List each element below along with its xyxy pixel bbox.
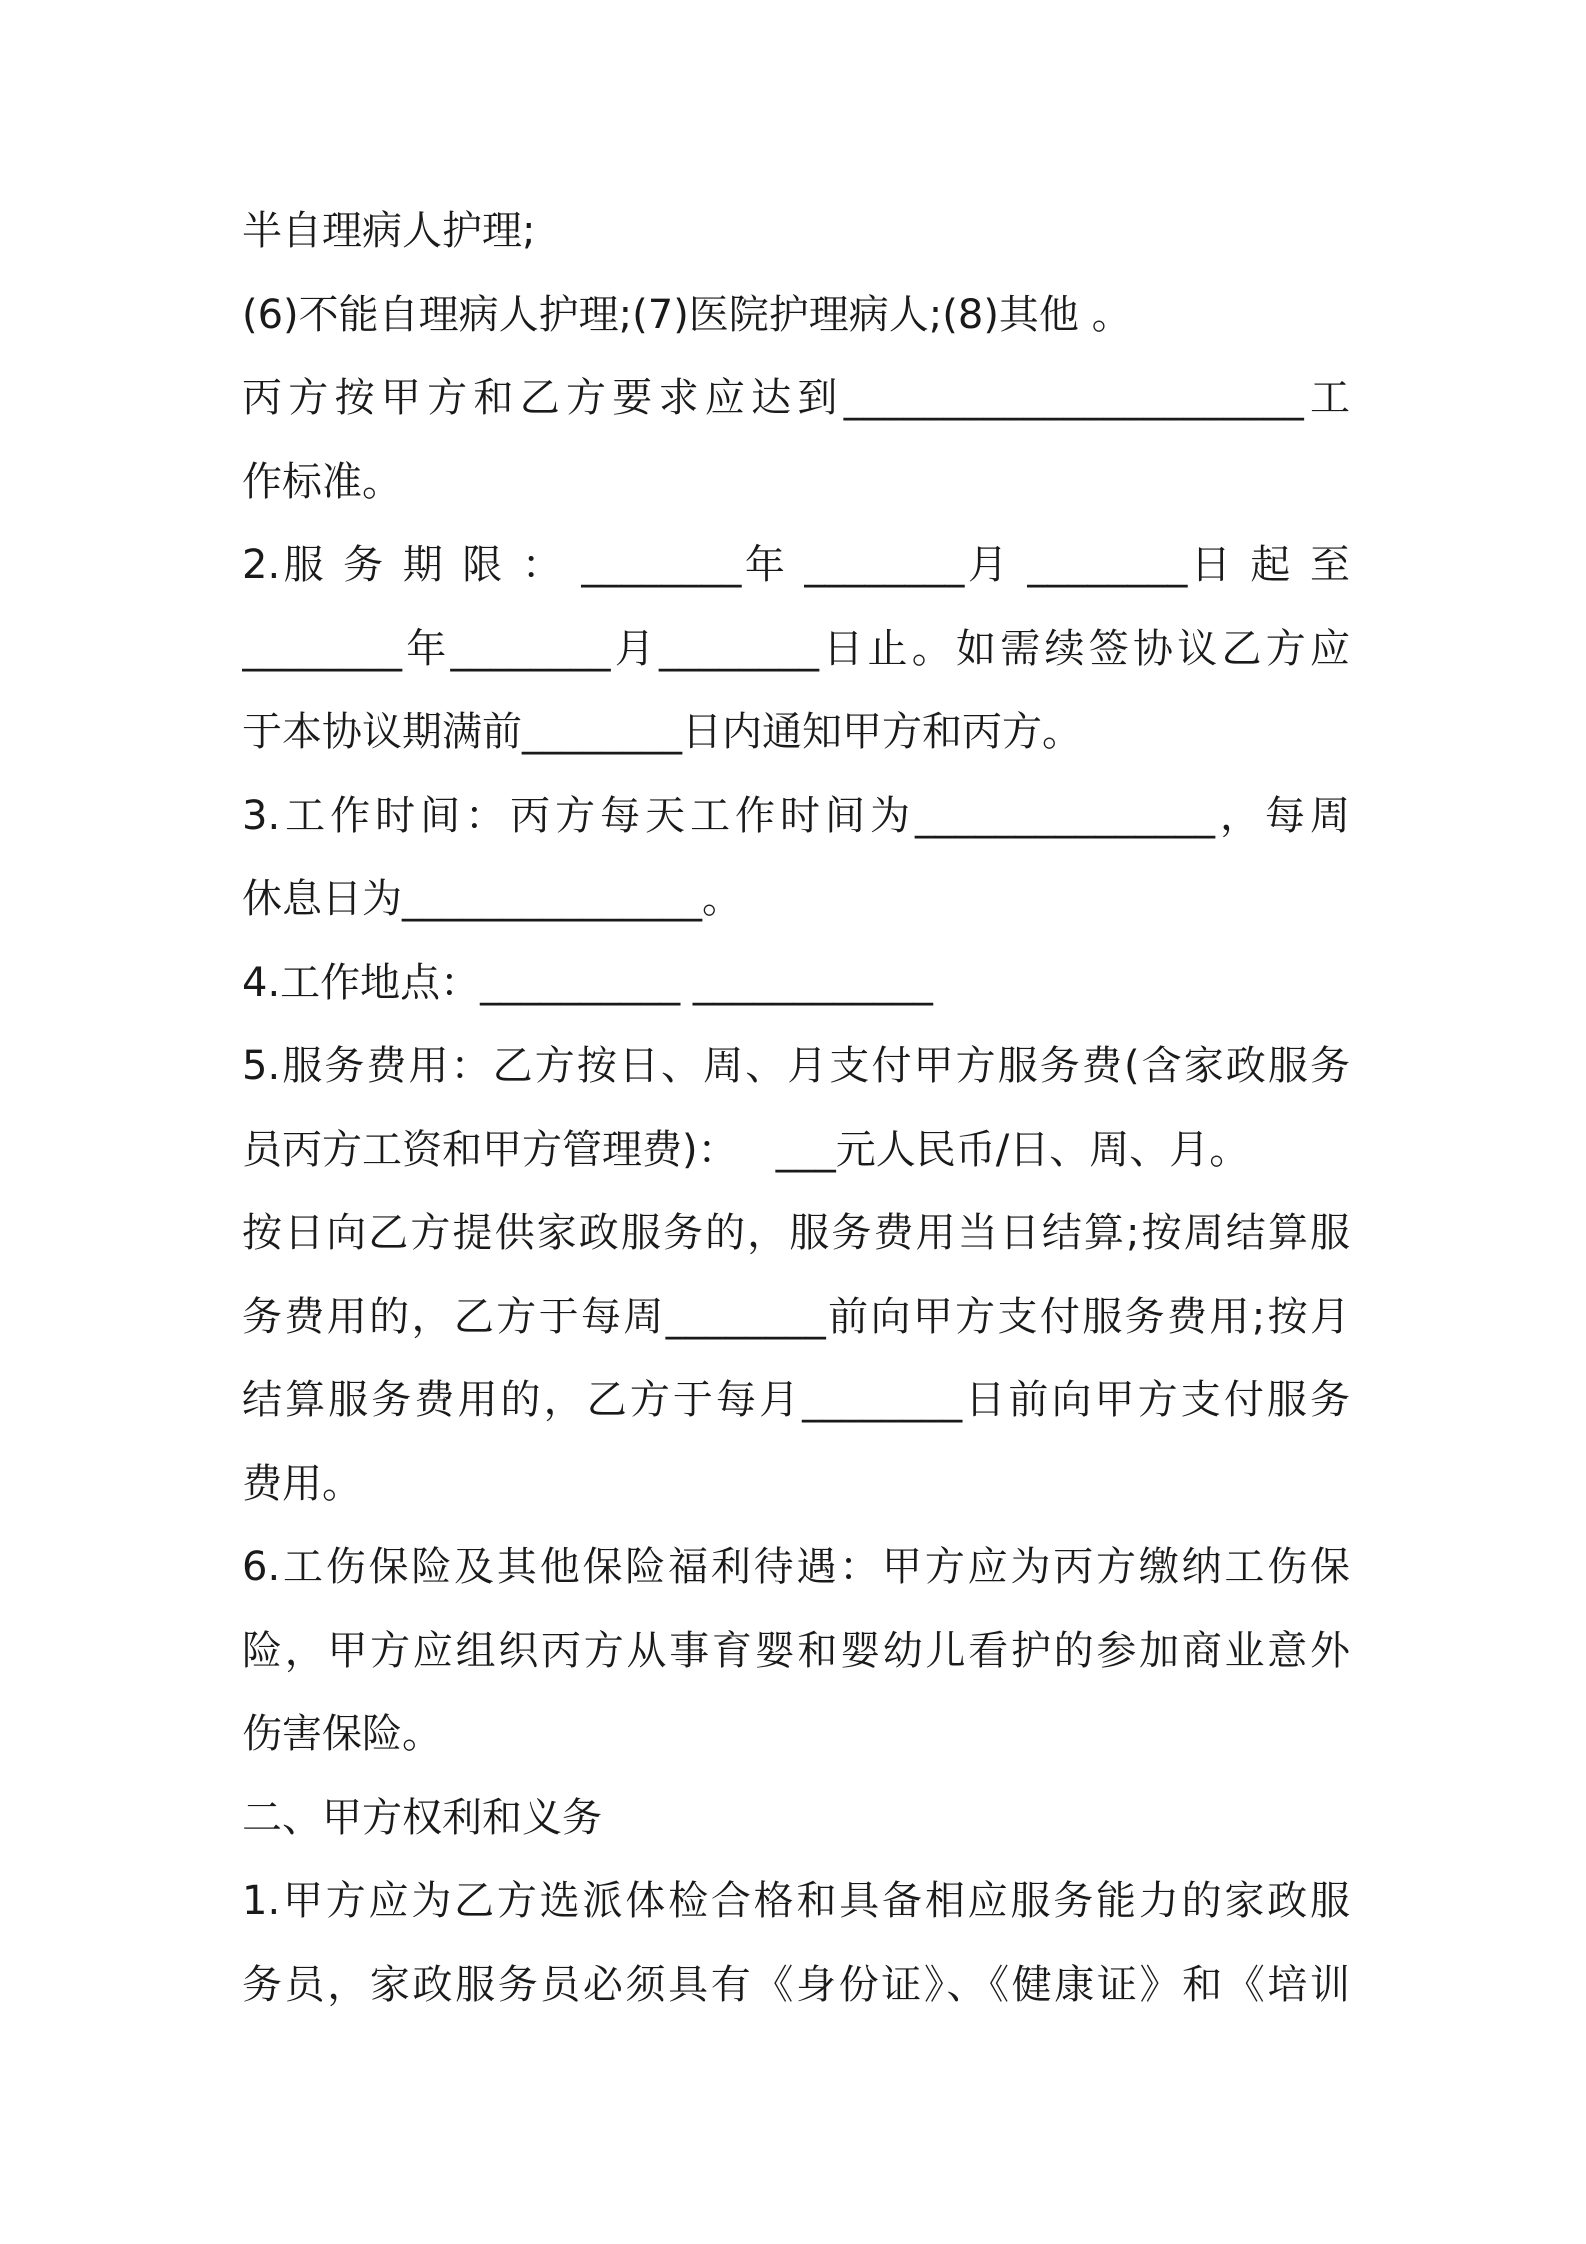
text-line: 6.工伤保险及其他保险福利待遇：甲方应为丙方缴纳工伤保 (242, 1544, 1350, 1590)
text-line: ________年________月________日止。如需续签协议乙方应 (242, 625, 1350, 672)
text-line: 休息日为_______________。 (242, 876, 742, 922)
text-line: 员丙方工资和甲方管理费)： ___元人民币/日、周、月。 (242, 1126, 1250, 1173)
text-line: 务费用的，乙方于每周________前向甲方支付服务费用;按月 (242, 1293, 1350, 1340)
text-line: (6)不能自理病人护理;(7)医院护理病人;(8)其他 。 (242, 291, 1132, 338)
text-line: 于本协议期满前________日内通知甲方和丙方。 (242, 709, 1082, 755)
text-line: 二、甲方权利和义务 (242, 1794, 602, 1841)
text-line: 1.甲方应为乙方选派体检合格和具备相应服务能力的家政服 (242, 1878, 1350, 1924)
text-line: 费用。 (242, 1460, 362, 1507)
text-line: 半自理病人护理; (242, 208, 536, 254)
text-line: 按日向乙方提供家政服务的，服务费用当日结算;按周结算服 (242, 1210, 1350, 1256)
text-line: 2.服 务 期 限 ： ________年 ________月 ________日 起 至 (242, 542, 1350, 588)
text-line: 丙方按甲方和乙方要求应达到_______________________工 (242, 375, 1350, 421)
text-line: 3.工作时间：丙方每天工作时间为_______________，每周 (242, 792, 1350, 839)
text-line: 5.服务费用：乙方按日、周、月支付甲方服务费(含家政服务 (242, 1043, 1350, 1089)
text-line: 险，甲方应组织丙方从事育婴和婴幼儿看护的参加商业意外 (242, 1627, 1350, 1674)
text-line: 结算服务费用的，乙方于每月________日前向甲方支付服务 (242, 1377, 1350, 1423)
text-line: 4.工作地点：__________ ____________ (242, 959, 933, 1006)
contract-text-block (242, 190, 1350, 2027)
text-line: 务员，家政服务员必须具有《身份证》、《健康证》和《培训 (242, 1961, 1350, 2008)
text-line: 伤害保险。 (242, 1711, 442, 1757)
text-line: 作标准。 (242, 458, 402, 505)
